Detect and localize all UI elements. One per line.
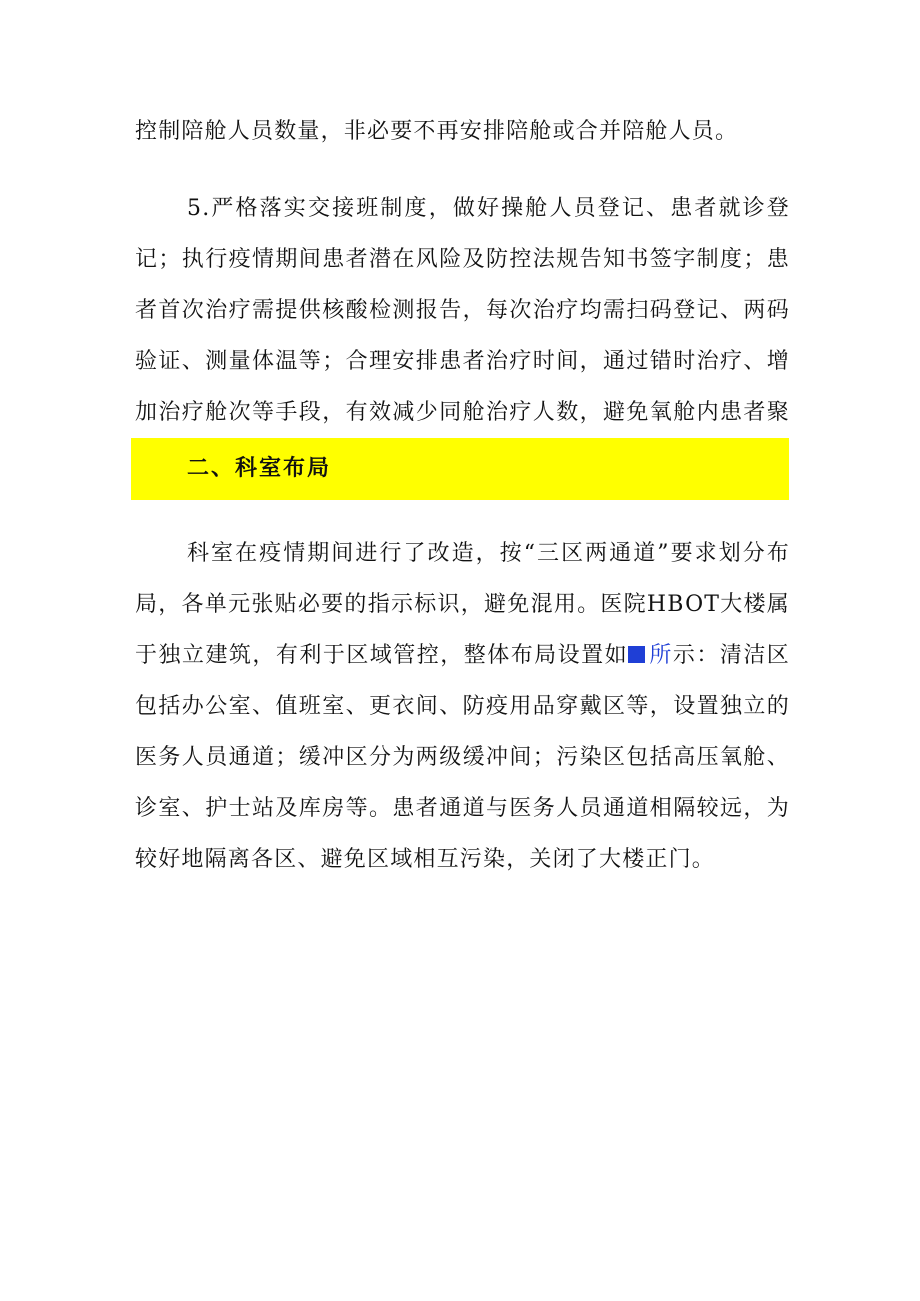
figure-reference-marker-icon — [628, 646, 645, 663]
layout-text-before-ref: 科室在疫情期间进行了改造，按“三区两通道”要求划分布局，各单元张贴必要的指示标识，避免混用。医院HBOT大楼属于独立建筑，有利于区域管控，整体布局设置如 — [135, 541, 790, 668]
paragraph-accompany-limit: 控制陪舱人员数量，非必要不再安排陪舱或合并陪舱人员。 — [135, 119, 739, 144]
paragraph-handover-system: 5.严格落实交接班制度，做好操舱人员登记、患者就诊登记；执行疫情期间患者潜在风险及防控法规告知书签字制度；患者首次治疗需提供核酸检测报告，每次治疗均需扫码登记、两码验证、测量体温等；合理安排患者治疗时间，通过错时治疗、增加治疗舱次等手段，有效减少同舱治疗人数，避免氧舱内患者聚 — [135, 196, 790, 425]
figure-reference-text: 所 — [649, 643, 673, 668]
figure-reference-link[interactable] — [628, 643, 673, 668]
layout-text-after-ref: 示：清洁区包括办公室、值班室、更衣间、防疫用品穿戴区等，设置独立的医务人员通道；缓冲区分为两级缓冲间；污染区包括高压氧舱、诊室、护士站及库房等。患者通道与医务人员通道相隔较远，为较好地隔离各区、避免区域相互污染，关闭了大楼正门。 — [135, 643, 790, 872]
section-heading-highlight — [131, 438, 789, 500]
paragraph-department-layout — [135, 528, 790, 885]
section-heading: 二、科室布局 — [187, 456, 332, 481]
